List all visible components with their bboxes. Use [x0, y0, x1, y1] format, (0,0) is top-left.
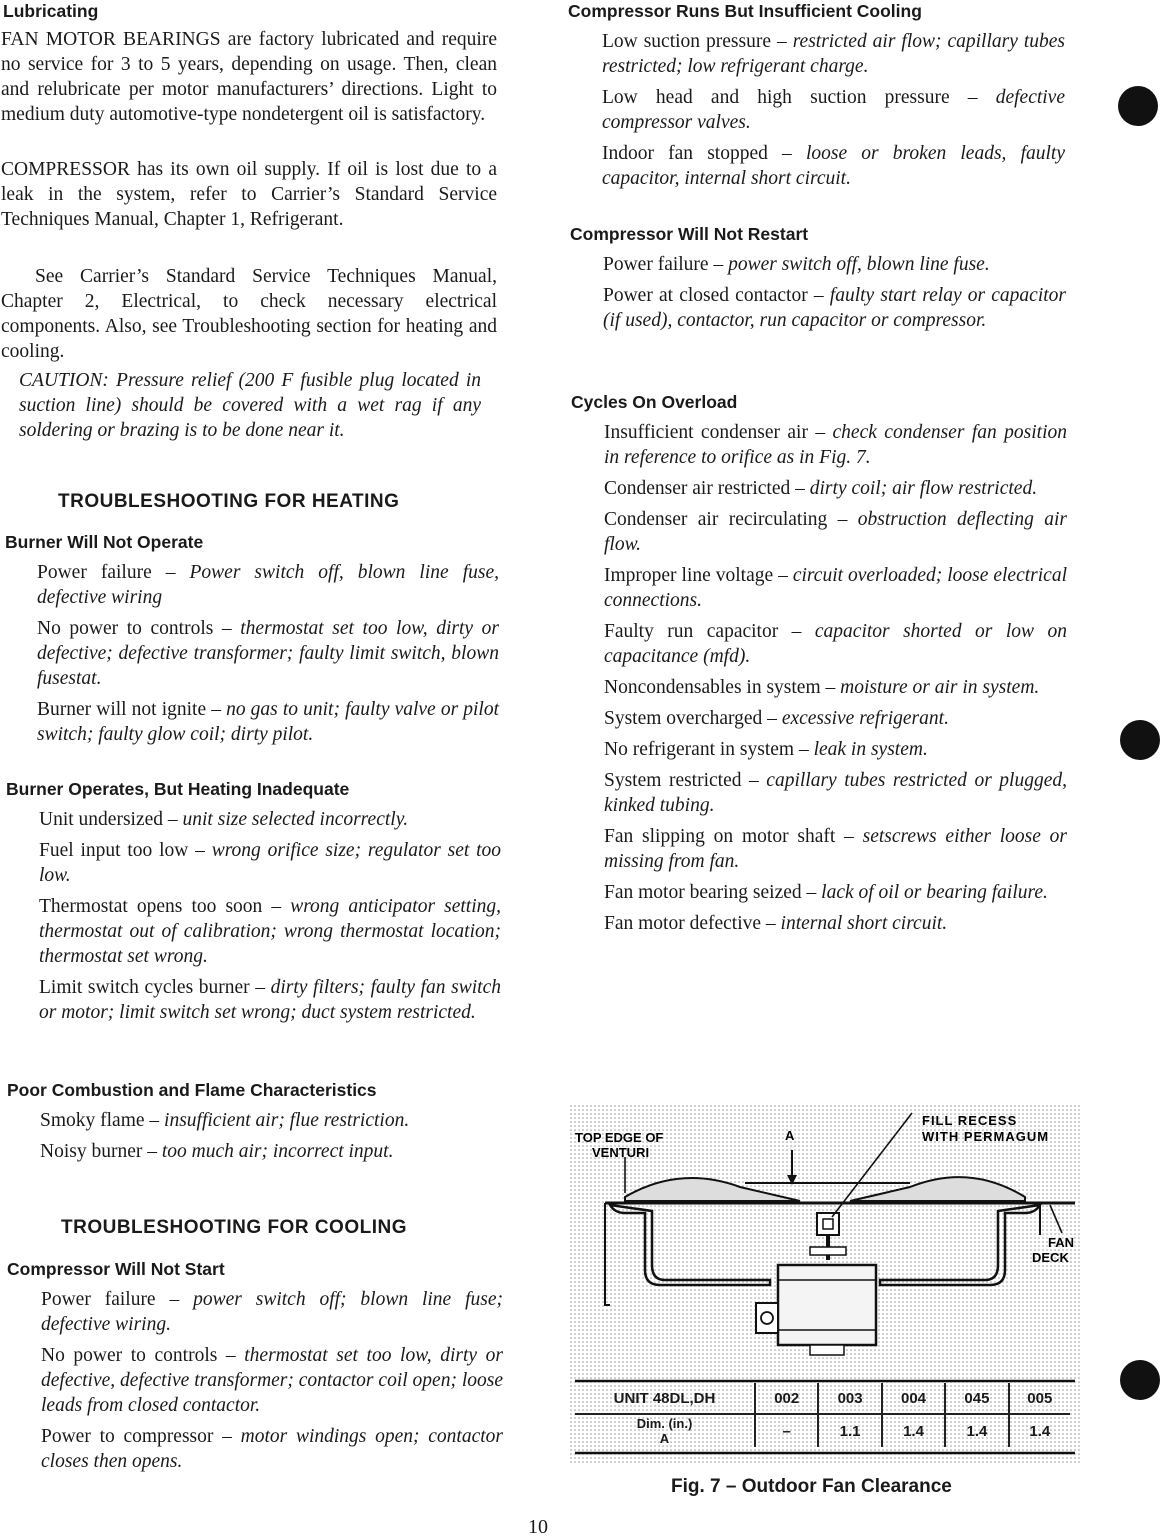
table-header-cell: 004 — [882, 1383, 945, 1414]
table-cell: 1.4 — [1009, 1414, 1070, 1447]
list-item: Power to compressor – motor windings open; contactor closes then opens. — [41, 1426, 503, 1472]
list-item: Fan slipping on motor shaft – setscrews either loose or missing from fan. — [604, 826, 1067, 872]
burner-not-operate-heading: Burner Will Not Operate — [5, 532, 204, 552]
list-item: Fuel input too low – wrong orifice size; regulator set too low. — [39, 840, 501, 886]
cycles-on-overload-list — [604, 420, 1067, 942]
list-item: Noncondensables in system – moisture or air in system. — [604, 677, 1040, 698]
list-item: Condenser air restricted – dirty coil; air flow restricted. — [604, 478, 1038, 499]
poor-combustion-list — [40, 1108, 502, 1170]
table-cell: 1.1 — [818, 1414, 881, 1447]
table-cell: 1.4 — [882, 1414, 945, 1447]
compressor-insufficient-list — [602, 29, 1065, 197]
list-item: No refrigerant in system – leak in system. — [604, 739, 928, 760]
list-item: Improper line voltage – circuit overloaded; loose electrical connections. — [604, 565, 1067, 611]
fan-motor-paragraph: FAN MOTOR BEARINGS are factory lubricated and require no service for 3 to 5 years, depending on usage. Then, clean and relubricate per motor manufacturers’ directions. Light to medium duty automotive-type nondetergent oil is satisfactory. — [1, 29, 497, 125]
fan-deck-label-2: DECK — [1032, 1250, 1069, 1265]
lubricating-heading: Lubricating — [3, 1, 99, 21]
top-edge-label-1: TOP EDGE OF — [575, 1130, 664, 1145]
figure-caption: Fig. 7 – Outdoor Fan Clearance — [671, 1476, 952, 1497]
list-item: Low suction pressure – restricted air flow; capillary tubes restricted; low refrigerant charge. — [602, 31, 1065, 77]
list-item: Low head and high suction pressure – defective compressor valves. — [602, 87, 1065, 133]
dim-a-label: A — [785, 1128, 795, 1143]
fan-deck-label-1: FAN — [1048, 1235, 1074, 1250]
punch-hole — [1120, 1360, 1160, 1400]
list-item: Unit undersized – unit size selected incorrectly. — [39, 809, 409, 830]
list-item: Faulty run capacitor – capacitor shorted or low on capacitance (mfd). — [604, 621, 1067, 667]
table-header-cell: 003 — [818, 1383, 881, 1414]
poor-combustion-heading: Poor Combustion and Flame Characteristics — [7, 1080, 377, 1100]
cooling-section-title: TROUBLESHOOTING FOR COOLING — [61, 1217, 407, 1238]
list-item: Fan motor defective – internal short circuit. — [604, 913, 948, 934]
list-item: Power at closed contactor – faulty start relay or capacitor (if used), contactor, run capacitor or compressor. — [603, 285, 1067, 331]
list-item: Condenser air recirculating – obstruction deflecting air flow. — [604, 509, 1067, 555]
heating-section-title: TROUBLESHOOTING FOR HEATING — [58, 491, 400, 512]
list-item: Smoky flame – insufficient air; flue restriction. — [40, 1110, 410, 1131]
table-header-cell: 005 — [1009, 1383, 1070, 1414]
burner-inadequate-list — [39, 807, 501, 1031]
compressor-not-restart-heading: Compressor Will Not Restart — [570, 224, 809, 244]
list-item: No power to controls – thermostat set too low, dirty or defective, defective transformer; contactor coil open; loose leads from closed contactor. — [41, 1345, 503, 1416]
compressor-not-start-heading: Compressor Will Not Start — [7, 1259, 225, 1279]
compressor-insufficient-heading: Compressor Runs But Insufficient Cooling — [568, 1, 922, 21]
table-header-cell: 002 — [755, 1383, 818, 1414]
burner-not-operate-list — [37, 560, 499, 753]
list-item: Insufficient condenser air – check condenser fan position in reference to orifice as in Fig. 7. — [604, 422, 1067, 468]
punch-hole — [1118, 86, 1158, 126]
list-item: Noisy burner – too much air; incorrect input. — [40, 1141, 394, 1162]
top-edge-label-2: VENTURI — [592, 1145, 650, 1160]
list-item: System overcharged – excessive refrigerant. — [604, 708, 949, 729]
table-row — [575, 1414, 1070, 1447]
list-item: Limit switch cycles burner – dirty filters; faulty fan switch or motor; limit switch set wrong; duct system restricted. — [39, 977, 501, 1023]
fill-recess-label-1: FILL RECESS — [922, 1113, 1018, 1128]
cycles-on-overload-heading: Cycles On Overload — [571, 392, 738, 412]
compressor-not-restart-list — [603, 252, 1066, 339]
list-item: System restricted – capillary tubes restricted or plugged, kinked tubing. — [604, 770, 1067, 816]
burner-inadequate-heading: Burner Operates, But Heating Inadequate — [6, 779, 350, 799]
table-cell: – — [755, 1414, 818, 1447]
list-item: Fan motor bearing seized – lack of oil or bearing failure. — [604, 882, 1048, 903]
fill-recess-label-2: WITH PERMAGUM — [922, 1129, 1050, 1144]
punch-hole — [1120, 720, 1160, 760]
see-manual-paragraph: See Carrier’s Standard Service Techniques Manual, Chapter 2, Electrical, to check necessary electrical components. Also, see Troubleshooting section for heating and cooling. — [1, 266, 497, 362]
list-item: Power failure – power switch off; blown line fuse; defective wiring. — [41, 1289, 503, 1335]
dimension-table — [575, 1383, 1070, 1447]
table-cell: 1.4 — [945, 1414, 1008, 1447]
table-row-label: Dim. (in.) A — [636, 1416, 693, 1446]
compressor-paragraph: COMPRESSOR has its own oil supply. If oil is lost due to a leak in the system, refer to Carrier’s Standard Service Techniques Manual, Chapter 1, Refrigerant. — [1, 159, 497, 230]
list-item: No power to controls – thermostat set too low, dirty or defective; defective transformer; faulty limit switch, blown fusestat. — [37, 618, 499, 689]
table-header-cell: 045 — [945, 1383, 1008, 1414]
list-item: Power failure – power switch off, blown line fuse. — [603, 254, 990, 275]
list-item: Thermostat opens too soon – wrong anticipator setting, thermostat out of calibration; wrong thermostat location; thermostat set wrong. — [39, 896, 501, 967]
caution-note: CAUTION: Pressure relief (200 F fusible plug located in suction line) should be covered with a wet rag if any soldering or brazing is to be done near it. — [19, 370, 481, 441]
list-item: Power failure – Power switch off, blown line fuse, defective wiring — [37, 562, 499, 608]
compressor-not-start-list — [41, 1287, 503, 1480]
list-item: Indoor fan stopped – loose or broken leads, faulty capacitor, internal short circuit. — [602, 143, 1065, 189]
list-item: Burner will not ignite – no gas to unit; faulty valve or pilot switch; faulty glow coil; dirty pilot. — [37, 699, 500, 745]
page-number: 10 — [528, 1516, 548, 1538]
table-header-row — [575, 1383, 1070, 1414]
table-header-cell: UNIT 48DL,DH — [575, 1383, 755, 1414]
